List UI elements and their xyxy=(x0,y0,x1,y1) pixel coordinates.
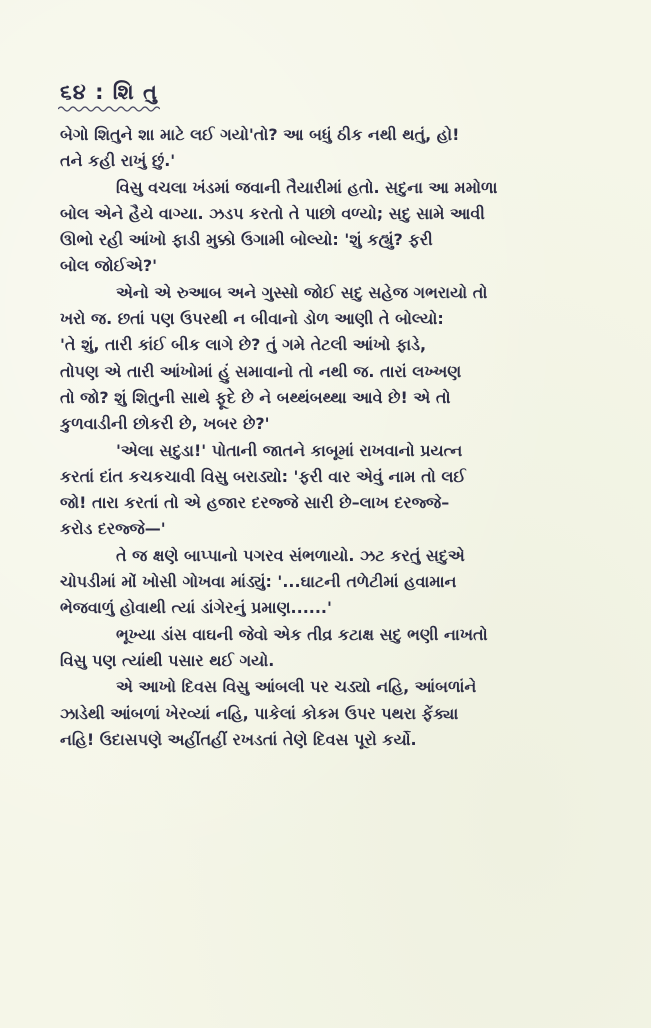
text-line: ચોપડીમાં મોં ખોસી ગોખવા માંડ્યું: '...ઘાટની તળેટીમાં હવામાન xyxy=(60,572,457,592)
text-line: બોલ એને હૈયે વાગ્યા. ઝડપ કરતો તે પાછો વળ્યો; સદુ સામે આવી xyxy=(60,203,485,223)
page-header: ૬૪ : શિ તુ xyxy=(60,80,158,104)
text-line: ભૂખ્યા ડાંસ વાઘની જેવો એક તીવ્ર કટાક્ષ સદુ ભણી નાખતો xyxy=(116,624,488,644)
text-line: ખરો જ. છતાં પણ ઉપરથી ન બીવાનો ડોળ આણી તે બોલ્યો: xyxy=(60,309,444,329)
paragraph xyxy=(60,122,620,175)
text-line: બોલ જોઈએ?' xyxy=(60,256,158,276)
body-text xyxy=(60,122,620,753)
text-line: તોપણ એ તારી આંખોમાં હું સમાવાનો તો નથી જ. તારાં લખ્ખણ xyxy=(60,361,462,381)
paragraph xyxy=(60,674,620,753)
text-line: તો જો? શું શિતુની સાથે ફૂદે છે ને બથ્થંબથ્થા આવે છે! એ તો xyxy=(60,387,451,407)
paragraph xyxy=(60,438,620,543)
text-line: વિસુ પણ ત્યાંથી પસાર થઈ ગયો. xyxy=(60,650,275,670)
text-line: 'એલા સદુડા!' પોતાની જાતને કાબૂમાં રાખવાનો પ્રયત્ન xyxy=(116,440,463,460)
text-line: કરતાં દાંત કચકચાવી વિસુ બરાડ્યો: 'ફરી વાર એવું નામ તો લઈ xyxy=(60,466,466,486)
text-line: કુળવાડીની છોકરી છે, ખબર છે?' xyxy=(60,414,270,434)
text-line: તે જ ક્ષણે બાપ્પાનો પગરવ સંભળાયો. ઝટ કરતું સદુએ xyxy=(116,545,465,565)
text-line: બેગો શિતુને શા માટે લઈ ગયો'તો? આ બધું ઠીક નથી થતું, હો! xyxy=(60,125,460,144)
header-wavy-rule xyxy=(58,105,160,113)
paragraph xyxy=(60,543,620,622)
text-line: તને કહી રાખું છું.' xyxy=(60,151,176,171)
paragraph xyxy=(60,280,620,438)
text-line: એનો એ રુઆબ અને ગુસ્સો જોઈ સદુ સહેજ ગભરાયો તો xyxy=(116,282,488,302)
text-line: વિસુ વચલા ખંડમાં જવાની તૈયારીમાં હતો. સદુના આ મમોળા xyxy=(116,177,498,197)
text-line: નહિ! ઉદાસપણે અહીંતહીં રખડતાં તેણે દિવસ પૂરો કર્યો. xyxy=(60,729,417,749)
paragraph xyxy=(60,622,620,675)
paragraph xyxy=(60,175,620,280)
text-line: કરોડ દરજ્જે—' xyxy=(60,519,166,539)
text-line: જો! તારા કરતાં તો એ હજાર દરજ્જે સારી છે–લાખ દરજ્જે– xyxy=(60,493,450,513)
text-line: ઊભો રહી આંખો ફાડી મુક્કો ઉગામી બોલ્યો: 'શું કહ્યું? ફરી xyxy=(60,230,433,250)
text-line: ભેજવાળું હોવાથી ત્યાં ડાંગેરનું પ્રમાણ......' xyxy=(60,598,332,618)
text-line: ઝાડેથી આંબળાં ખેરવ્યાં નહિ, પાકેલાં કોકમ ઉપર પથરા ફેંક્યા xyxy=(60,703,459,723)
text-line: 'તે શું, તારી કાંઈ બીક લાગે છે? તું ગમે તેટલી આંખો ફાડે, xyxy=(60,335,427,355)
text-line: એ આખો દિવસ વિસુ આંબલી પર ચડ્યો નહિ, આંબળાંને xyxy=(116,677,477,697)
